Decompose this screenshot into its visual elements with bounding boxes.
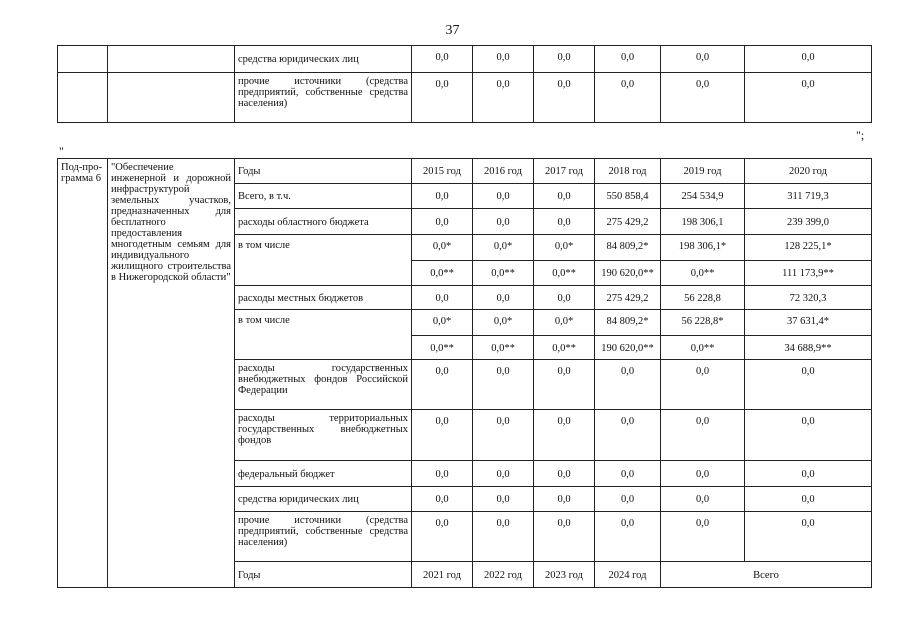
value-cell: 0,0* <box>473 235 534 261</box>
value-cell: 37 631,4* <box>745 310 872 336</box>
value-cell: 34 688,9** <box>745 336 872 360</box>
value-cell: 0,0** <box>412 336 473 360</box>
value-cell: 0,0 <box>412 286 473 310</box>
value-cell: 0,0 <box>534 46 595 73</box>
value-cell: 0,0 <box>745 73 872 123</box>
value-cell: 0,0 <box>473 461 534 487</box>
table-row <box>58 46 872 73</box>
value-cell: 0,0 <box>595 487 661 512</box>
value-cell: 0,0* <box>534 235 595 261</box>
opening-quote: " <box>59 144 64 158</box>
value-cell: 0,0** <box>534 261 595 286</box>
row-label: расходы областного бюджета <box>235 209 412 235</box>
value-cell: 311 719,3 <box>745 184 872 209</box>
value-cell: 0,0 <box>595 461 661 487</box>
value-cell: 0,0** <box>412 261 473 286</box>
value-cell: 190 620,0** <box>595 336 661 360</box>
value-cell: 0,0* <box>473 310 534 336</box>
value-cell: 550 858,4 <box>595 184 661 209</box>
value-cell: 0,0 <box>661 461 745 487</box>
year-header: 2020 год <box>745 159 872 184</box>
year-header: 2017 год <box>534 159 595 184</box>
header-label: Годы <box>235 159 412 184</box>
value-cell: 0,0 <box>412 512 473 562</box>
value-cell: 0,0** <box>661 336 745 360</box>
row-label: федеральный бюджет <box>235 461 412 487</box>
value-cell: 0,0 <box>661 360 745 410</box>
row-label: в том числе <box>235 235 412 286</box>
footer-label: Годы <box>235 562 412 588</box>
empty-cell <box>58 73 108 123</box>
total-header: Всего <box>661 562 872 588</box>
value-cell: 56 228,8 <box>661 286 745 310</box>
value-cell: 0,0 <box>412 184 473 209</box>
row-label: прочие источники (средства предприятий, собственные средства населения) <box>235 73 412 123</box>
value-cell: 0,0* <box>412 310 473 336</box>
value-cell: 128 225,1* <box>745 235 872 261</box>
value-cell: 0,0 <box>473 209 534 235</box>
value-cell: 0,0* <box>412 235 473 261</box>
value-cell: 0,0 <box>473 184 534 209</box>
value-cell: 0,0 <box>534 360 595 410</box>
value-cell: 275 429,2 <box>595 286 661 310</box>
value-cell: 0,0** <box>534 336 595 360</box>
value-cell: 0,0 <box>473 73 534 123</box>
value-cell: 0,0 <box>595 512 661 562</box>
value-cell: 0,0 <box>534 184 595 209</box>
year-header: 2021 год <box>412 562 473 588</box>
row-label: в том числе <box>235 310 412 360</box>
value-cell: 0,0 <box>534 209 595 235</box>
value-cell: 0,0 <box>661 512 745 562</box>
value-cell: 0,0 <box>473 487 534 512</box>
row-label: расходы государственных внебюджетных фондов Российской Федерации <box>235 360 412 410</box>
value-cell: 0,0 <box>534 410 595 461</box>
row-label: прочие источники (средства предприятий, собственные средства населения) <box>235 512 412 562</box>
value-cell: 0,0 <box>595 46 661 73</box>
row-label: расходы местных бюджетов <box>235 286 412 310</box>
value-cell: 0,0 <box>661 73 745 123</box>
value-cell: 0,0 <box>534 73 595 123</box>
value-cell: 0,0 <box>412 46 473 73</box>
subprogram-code: Под-про-грамма 6 <box>58 159 108 588</box>
row-label: средства юридических лиц <box>235 46 412 73</box>
empty-cell <box>108 46 235 73</box>
value-cell: 0,0 <box>745 410 872 461</box>
value-cell: 254 534,9 <box>661 184 745 209</box>
value-cell: 0,0** <box>473 261 534 286</box>
year-header: 2022 год <box>473 562 534 588</box>
value-cell: 0,0 <box>473 512 534 562</box>
value-cell: 190 620,0** <box>595 261 661 286</box>
page-number: 37 <box>445 23 460 38</box>
value-cell: 0,0 <box>473 410 534 461</box>
value-cell: 0,0 <box>412 487 473 512</box>
value-cell: 72 320,3 <box>745 286 872 310</box>
empty-cell <box>58 46 108 73</box>
value-cell: 239 399,0 <box>745 209 872 235</box>
year-header: 2019 год <box>661 159 745 184</box>
value-cell: 198 306,1 <box>661 209 745 235</box>
value-cell: 0,0 <box>745 461 872 487</box>
value-cell: 0,0 <box>745 46 872 73</box>
value-cell: 0,0 <box>595 410 661 461</box>
value-cell: 0,0 <box>473 360 534 410</box>
value-cell: 0,0** <box>661 261 745 286</box>
value-cell: 198 306,1* <box>661 235 745 261</box>
year-header: 2015 год <box>412 159 473 184</box>
value-cell: 56 228,8* <box>661 310 745 336</box>
value-cell: 0,0 <box>595 360 661 410</box>
empty-cell <box>108 73 235 123</box>
value-cell: 0,0 <box>412 209 473 235</box>
value-cell: 0,0 <box>534 461 595 487</box>
value-cell: 275 429,2 <box>595 209 661 235</box>
value-cell: 0,0 <box>534 286 595 310</box>
value-cell: 0,0** <box>473 336 534 360</box>
year-header: 2023 год <box>534 562 595 588</box>
year-header: 2024 год <box>595 562 661 588</box>
row-label: расходы территориальных государственных внебюджетных фондов <box>235 410 412 461</box>
value-cell: 84 809,2* <box>595 310 661 336</box>
value-cell: 0,0* <box>534 310 595 336</box>
year-header: 2016 год <box>473 159 534 184</box>
value-cell: 84 809,2* <box>595 235 661 261</box>
subprogram-name: "Обеспечение инженерной и дорожной инфраструктурой земельных участков, предназначенных для бесплатного предоставления многодетным семьям для индивидуального жилищного строительства в Нижегородской области" <box>108 159 235 588</box>
value-cell: 0,0 <box>534 512 595 562</box>
value-cell: 0,0 <box>745 512 872 562</box>
value-cell: 0,0 <box>661 487 745 512</box>
value-cell: 0,0 <box>745 360 872 410</box>
top-continuation-table <box>57 45 872 123</box>
table-row <box>58 73 872 123</box>
table-header-row <box>58 159 872 184</box>
subprogram-table <box>57 158 872 588</box>
year-header: 2018 год <box>595 159 661 184</box>
value-cell: 0,0 <box>745 487 872 512</box>
value-cell: 0,0 <box>412 461 473 487</box>
value-cell: 0,0 <box>661 46 745 73</box>
value-cell: 0,0 <box>412 360 473 410</box>
value-cell: 0,0 <box>661 410 745 461</box>
closing-quote: "; <box>856 128 865 142</box>
value-cell: 0,0 <box>473 286 534 310</box>
value-cell: 0,0 <box>412 73 473 123</box>
row-label: Всего, в т.ч. <box>235 184 412 209</box>
value-cell: 0,0 <box>412 410 473 461</box>
value-cell: 0,0 <box>473 46 534 73</box>
row-label: средства юридических лиц <box>235 487 412 512</box>
value-cell: 0,0 <box>595 73 661 123</box>
value-cell: 111 173,9** <box>745 261 872 286</box>
value-cell: 0,0 <box>534 487 595 512</box>
